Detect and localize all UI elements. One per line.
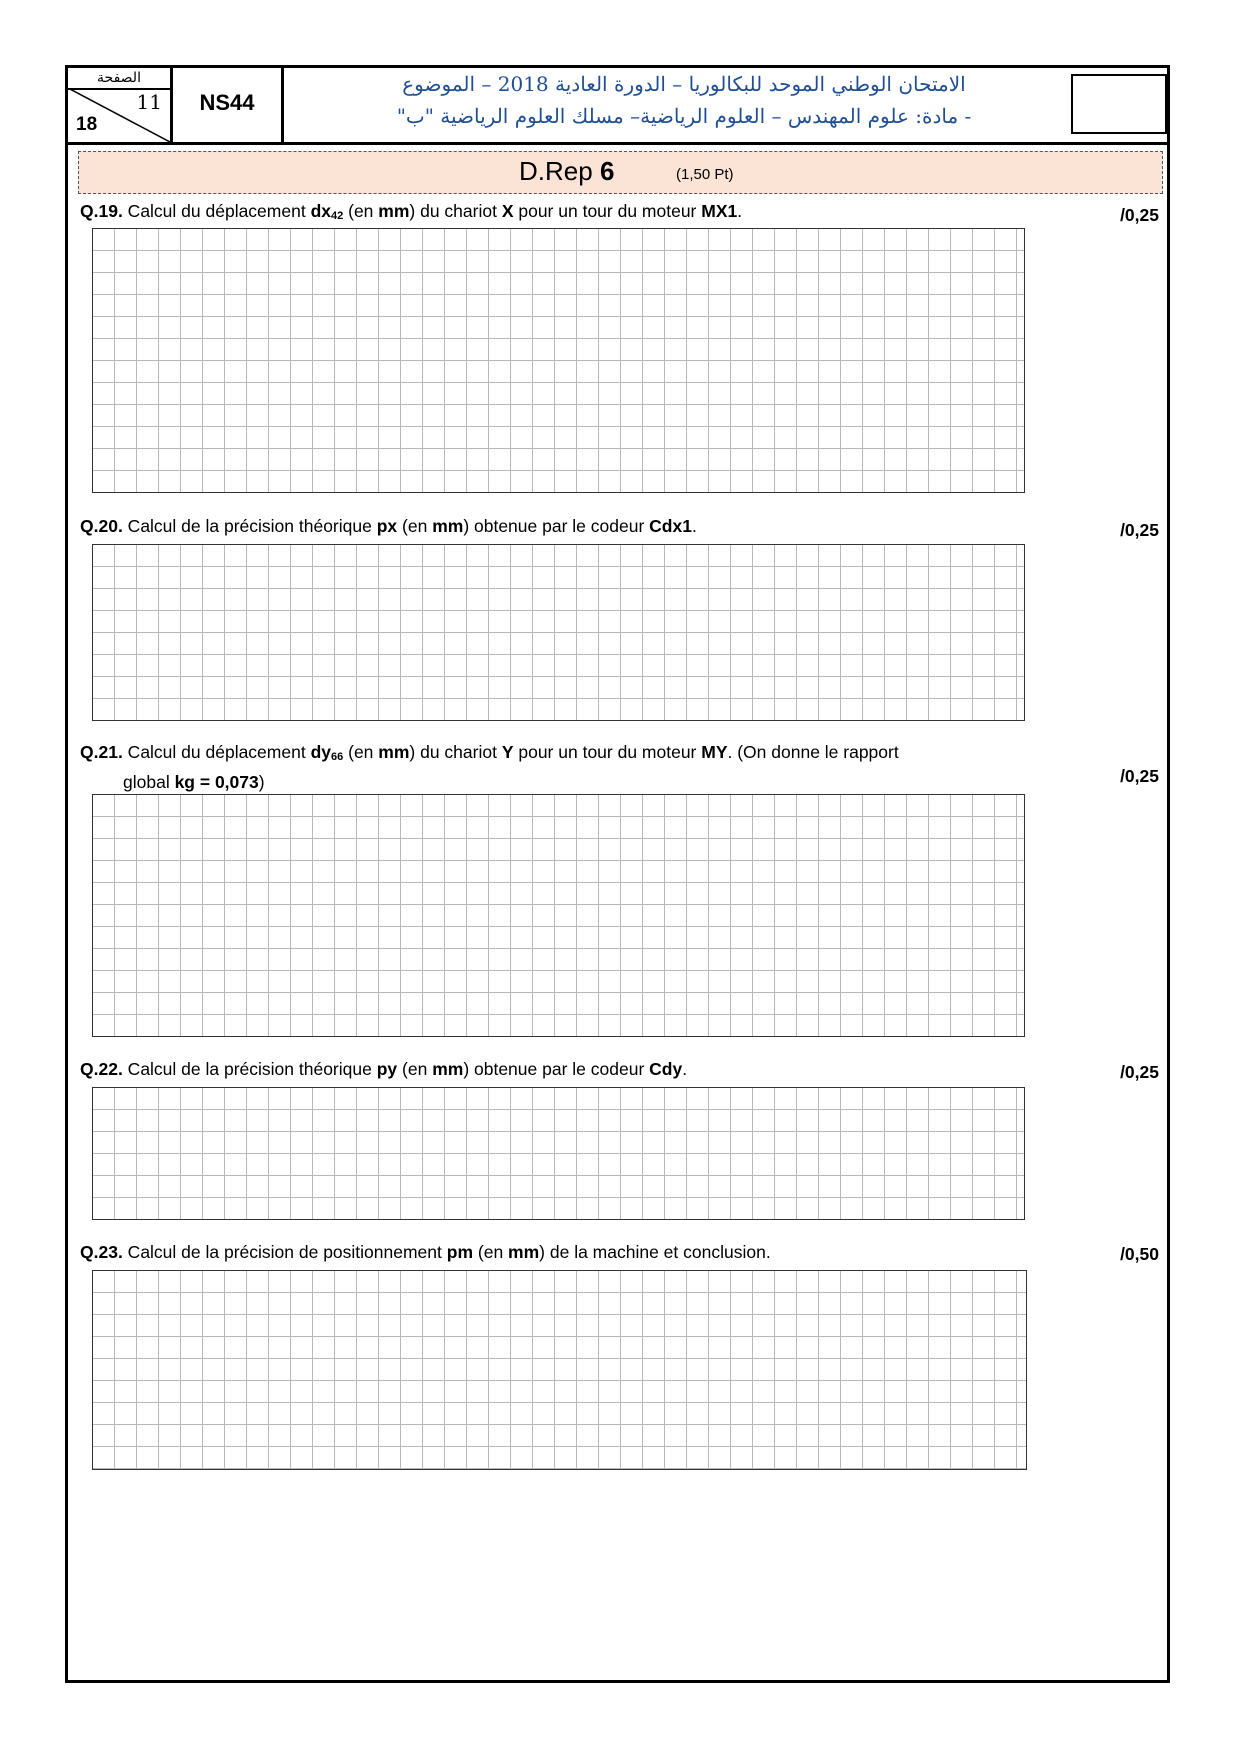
page-label: الصفحة: [68, 68, 170, 90]
exam-title-line2: - مادة: علوم المهندس – العلوم الرياضية– مسلك العلوم الرياضية "ب": [396, 104, 972, 128]
question-variable: pm: [446, 1242, 474, 1262]
question-unit: mm: [432, 1059, 464, 1079]
question-number: Q.20.: [80, 516, 123, 536]
exam-code: NS44: [199, 90, 255, 115]
question-text: pour un tour du moteur: [513, 742, 702, 762]
score-22: /0,25: [1120, 1062, 1159, 1082]
question-text: Calcul de la précision de positionnement: [122, 1242, 447, 1262]
section-title-number: 6: [599, 156, 615, 186]
question-unit: mm: [432, 516, 464, 536]
question-text: (en: [343, 201, 379, 221]
question-coder: Cdx1: [649, 516, 692, 536]
exam-title-line1: الامتحان الوطني الموحد للبكالوريا – الدورة العادية 2018 – الموضوع: [402, 72, 966, 96]
question-text: ) du chariot: [409, 742, 502, 762]
question-text: ): [258, 772, 265, 792]
section-title-prefix: D.Rep: [519, 156, 593, 186]
question-number: Q.23.: [80, 1242, 123, 1262]
page-number-box: [68, 68, 173, 142]
answer-grid-21[interactable]: [92, 794, 1025, 1037]
question-text: .: [682, 1059, 688, 1079]
score-20: /0,25: [1120, 520, 1159, 540]
question-22: [80, 1057, 687, 1082]
question-21: [80, 740, 899, 795]
question-variable: dy: [310, 742, 331, 762]
section-title: [519, 156, 614, 187]
question-text: Calcul du déplacement: [122, 742, 311, 762]
question-number: Q.21.: [80, 742, 123, 762]
question-text: ) obtenue par le codeur: [463, 1059, 650, 1079]
section-points: (1,50 Pt): [676, 166, 734, 183]
score-23: /0,50: [1120, 1244, 1159, 1264]
question-19: [80, 199, 742, 229]
question-text: .: [737, 201, 743, 221]
page-frame: [65, 65, 1170, 1683]
exam-header: [68, 68, 1167, 145]
question-unit: mm: [378, 742, 410, 762]
answer-grid-23[interactable]: [92, 1270, 1027, 1470]
question-20: [80, 514, 697, 539]
question-unit: mm: [378, 201, 410, 221]
question-text: Calcul de la précision théorique: [122, 516, 377, 536]
question-text: ) obtenue par le codeur: [463, 516, 650, 536]
answer-grid-22[interactable]: [92, 1087, 1025, 1220]
page-current: 11: [136, 90, 162, 114]
question-text: (en: [397, 516, 433, 536]
question-text: Calcul de la précision théorique: [122, 1059, 377, 1079]
question-23: [80, 1240, 771, 1265]
section-banner: [78, 151, 1163, 194]
answer-grid-19[interactable]: [92, 228, 1025, 493]
question-text: .: [691, 516, 697, 536]
question-number: Q.22.: [80, 1059, 123, 1079]
question-axis: Y: [501, 742, 514, 762]
question-coder: Cdy: [649, 1059, 683, 1079]
question-text: global: [123, 772, 175, 792]
exam-title: [284, 68, 1094, 142]
question-given-value: kg = 0,073: [174, 772, 259, 792]
blank-code-box: [1071, 74, 1167, 134]
question-text: ) du chariot: [409, 201, 502, 221]
question-variable: py: [376, 1059, 398, 1079]
question-unit: mm: [508, 1242, 540, 1262]
question-text: (en: [397, 1059, 433, 1079]
question-subscript: 66: [331, 751, 344, 763]
question-subscript: 42: [331, 210, 344, 222]
question-variable: dx: [310, 201, 331, 221]
question-axis: X: [501, 201, 514, 221]
score-21: /0,25: [1120, 766, 1159, 786]
question-21-line2: [80, 770, 899, 795]
question-text: (en: [473, 1242, 509, 1262]
question-text: ) de la machine et conclusion.: [539, 1242, 771, 1262]
question-text: Calcul du déplacement: [122, 201, 311, 221]
answer-grid-20[interactable]: [92, 544, 1025, 721]
exam-code-box: [173, 68, 284, 142]
score-19: /0,25: [1120, 205, 1159, 225]
question-text: . (On donne le rapport: [727, 742, 899, 762]
question-text: (en: [343, 742, 379, 762]
question-motor: MY: [701, 742, 728, 762]
question-text: pour un tour du moteur: [513, 201, 702, 221]
question-variable: px: [376, 516, 398, 536]
question-motor: MX1: [701, 201, 738, 221]
question-number: Q.19.: [80, 201, 123, 221]
page-total: 18: [76, 114, 98, 135]
